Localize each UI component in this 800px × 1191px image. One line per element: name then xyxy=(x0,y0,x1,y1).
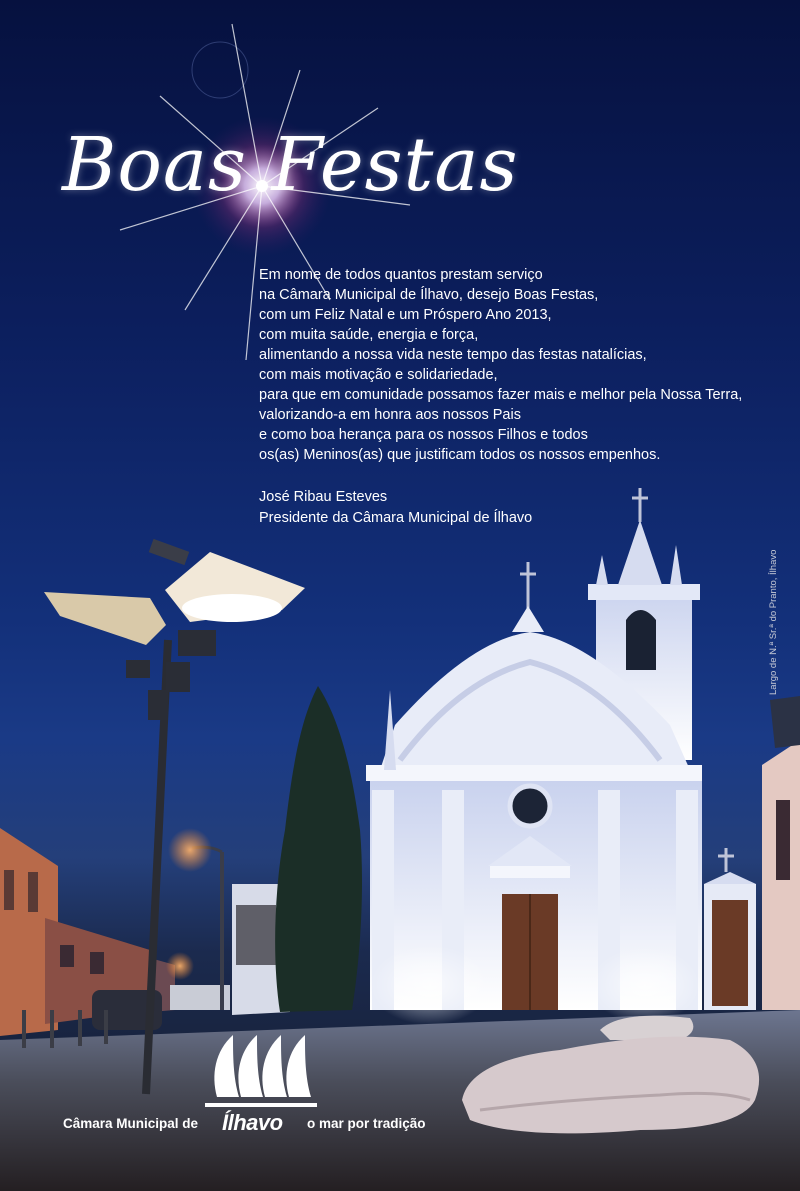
greeting-message xyxy=(259,265,779,465)
sailboats-icon xyxy=(205,1031,317,1115)
footer-brand: Ílhavo xyxy=(222,1110,283,1135)
message-line: na Câmara Municipal de Ílhavo, desejo Boas Festas, xyxy=(259,287,599,303)
message-line: com mais motivação e solidariedade, xyxy=(259,367,498,383)
signature xyxy=(259,487,532,528)
footer-slogan: o mar por tradição xyxy=(307,1116,426,1131)
message-line: e como boa herança para os nossos Filhos e todos xyxy=(259,427,588,443)
footer-org: Câmara Municipal de xyxy=(63,1116,199,1131)
message-line: com um Feliz Natal e um Próspero Ano 2013, xyxy=(259,307,552,323)
signature-role: Presidente da Câmara Municipal de Ílhavo xyxy=(259,509,533,526)
signature-name: José Ribau Esteves xyxy=(259,489,388,505)
message-line: Em nome de todos quantos prestam serviço xyxy=(259,267,543,283)
message-line: os(as) Meninos(as) que justificam todos os nossos empenhos. xyxy=(259,447,661,463)
message-line: valorizando-a em honra aos nossos Pais xyxy=(259,407,521,423)
footer xyxy=(0,1028,800,1148)
message-line: com muita saúde, energia e força, xyxy=(259,327,479,343)
greeting-title: Boas Festas xyxy=(62,122,519,208)
photo-caption: Largo de N.ª Sr.ª do Pranto, Ílhavo xyxy=(768,549,779,695)
message-line: para que em comunidade possamos fazer mais e melhor pela Nossa Terra, xyxy=(259,387,743,403)
message-line: alimentando a nossa vida neste tempo das festas natalícias, xyxy=(259,347,647,363)
